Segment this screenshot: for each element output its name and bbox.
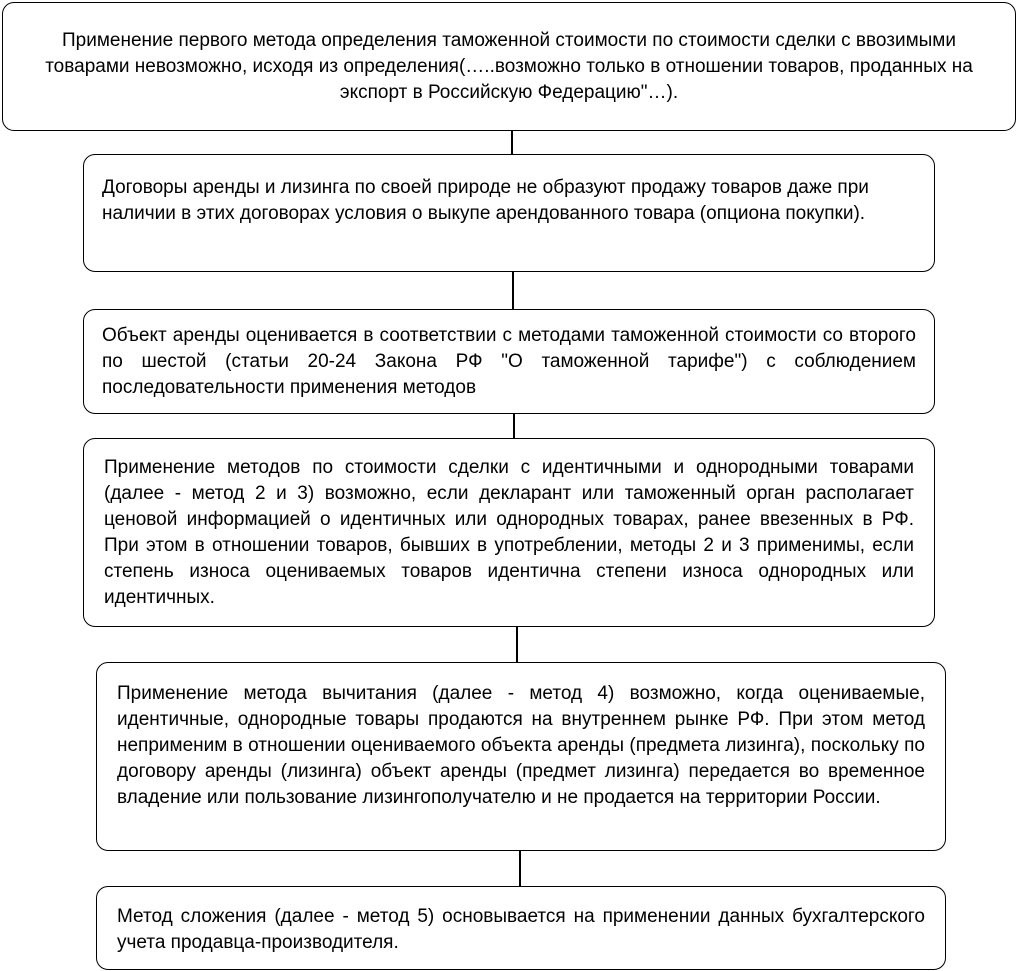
step-text: Метод сложения (далее - метод 5) основывается на применении данных бухгалтерского учета продавца-производителя. [117,906,925,953]
connector-line [511,131,513,154]
step-text: Применение методов по стоимости сделки с идентичными и однородными товарами (далее - метод 2 и 3) возможно, если декларант или таможенный орган располагает ценовой информацией о идентичных или однородных товарах, ранее ввезенных в РФ. При этом в отношении товаров, бывших в употреблении, методы 2 и 3 применимы, если степень износа оцениваемых товаров идентична степени износа однородных или идентичных. [104,457,914,608]
step-box-method-5 [96,886,946,970]
step-box-methods-2-3 [83,438,935,627]
connector-line [513,414,515,438]
step-text: Применение первого метода определения таможенной стоимости по стоимости сделки с ввозимыми товарами невозможно, исходя из определения(…..возможно только в отношении товаров, проданных на экспорт в Российскую Федерацию"…). [45,30,973,103]
connector-line [516,627,518,662]
step-box-lease-contracts [83,154,935,272]
step-box-method-4 [96,662,946,851]
connector-line [519,851,521,886]
step-box-first-method [2,2,1016,131]
connector-line [512,272,514,309]
step-text: Договоры аренды и лизинга по своей природе не образуют продажу товаров даже при наличии в этих договорах условия о выкупе арендованного товара (опциона покупки). [102,177,869,224]
step-text: Объект аренды оценивается в соответствии с методами таможенной стоимости со второго по шестой (статьи 20-24 Закона РФ "О таможенной тарифе") с соблюдением последовательности применения методов [102,325,916,398]
step-box-lease-object-valuation [83,309,935,414]
step-text: Применение метода вычитания (далее - метод 4) возможно, когда оцениваемые, идентичные, однородные товары продаются на внутреннем рынке РФ. При этом метод неприменим в отношении оцениваемого объекта аренды (предмета лизинга), поскольку по договору аренды (лизинга) объект аренды (предмет лизинга) передается во временное владение или пользование лизингополучателю и не продается на территории России. [117,683,925,808]
